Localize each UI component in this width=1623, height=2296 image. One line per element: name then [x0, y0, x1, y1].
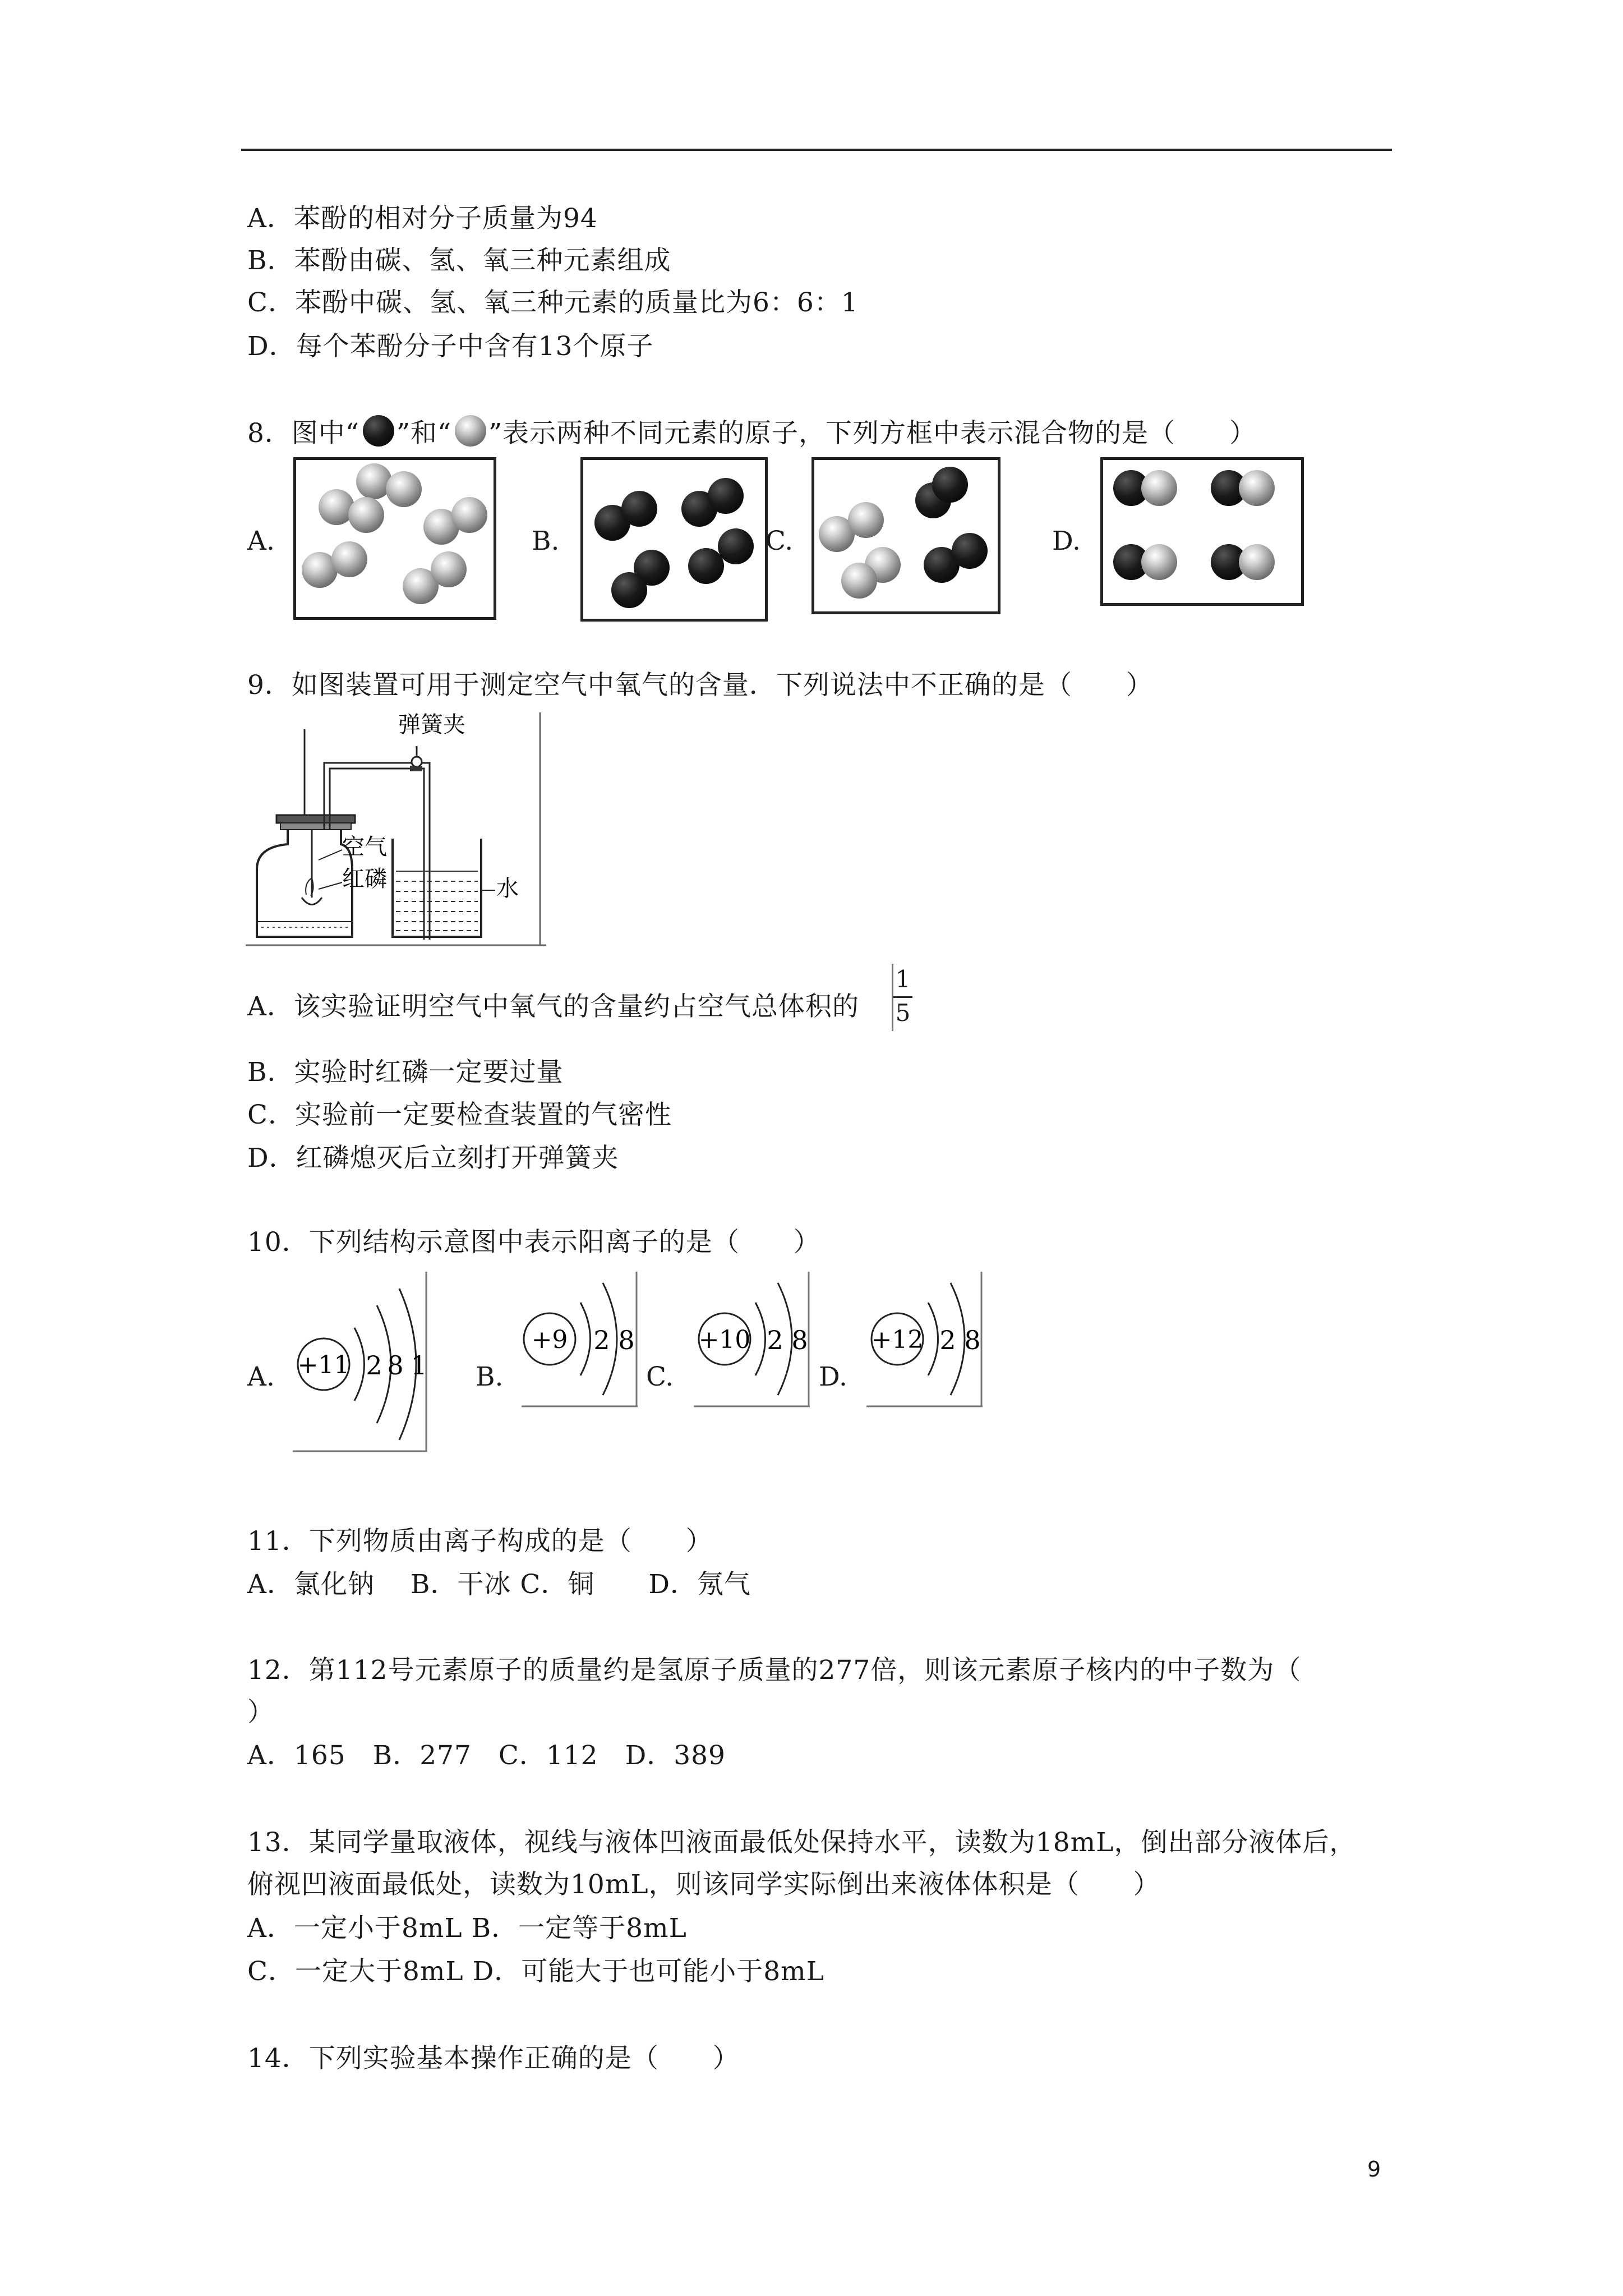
q9-apparatus-diagram — [246, 710, 546, 948]
q8-box-b — [580, 457, 768, 622]
q8-label-b: B. — [532, 526, 560, 556]
q10-atom-diagram-c — [691, 1269, 811, 1409]
q10-shell-c-1: 2 — [767, 1325, 783, 1355]
q10-shell-d-2: 8 — [964, 1325, 981, 1355]
clip-label: 弹簧夹 — [398, 712, 465, 738]
q13-options-cd: C．一定大于8mL D．可能大于也可能小于8mL — [247, 1956, 824, 1987]
q11-stem: 11．下列物质由离子构成的是（ ） — [247, 1526, 713, 1557]
q10-atom-diagram-a — [290, 1269, 430, 1454]
q11-options: A．氯化钠 B．干冰 C．铜 D．氖气 — [247, 1569, 751, 1600]
q9-option-d: D．红磷熄灭后立刻打开弹簧夹 — [247, 1143, 619, 1174]
q13-options-ab: A．一定小于8mL B．一定等于8mL — [247, 1913, 687, 1944]
q10-label-c: C. — [646, 1361, 674, 1392]
q10-shell-d-1: 2 — [939, 1325, 956, 1355]
one-fifth-fraction — [892, 964, 914, 1031]
q9-option-c: C．实验前一定要检查装置的气密性 — [247, 1099, 672, 1130]
q7-option-d: D．每个苯酚分子中含有13个原子 — [247, 331, 654, 362]
q12-stem-line2: ） — [247, 1697, 274, 1728]
black-atom-icon — [359, 415, 396, 450]
q7-option-c: C．苯酚中碳、氢、氧三种元素的质量比为6：6：1 — [247, 287, 859, 318]
gray-atom-icon — [451, 415, 488, 450]
q7-option-b: B．苯酚由碳、氢、氧三种元素组成 — [247, 245, 671, 276]
q10-shell-a-2: 8 — [387, 1350, 404, 1381]
q10-stem: 10．下列结构示意图中表示阳离子的是（ ） — [247, 1227, 820, 1258]
q10-nucleus-a: +11 — [297, 1351, 350, 1379]
q8-label-a: A. — [247, 526, 275, 556]
q13-stem-line1: 13．某同学量取液体，视线与液体凹液面最低处保持水平，读数为18mL，倒出部分液体后， — [247, 1827, 1357, 1858]
q12-options: A．165 B．277 C．112 D．389 — [247, 1740, 726, 1771]
q8-label-d: D. — [1052, 526, 1081, 556]
q10-shell-b-1: 2 — [593, 1325, 610, 1355]
fraction-denominator: 5 — [895, 999, 911, 1027]
q10-nucleus-d: +12 — [871, 1326, 924, 1354]
q13-stem-line2: 俯视凹液面最低处，读数为10mL，则该同学实际倒出来液体体积是（ ） — [247, 1869, 1160, 1900]
q10-label-b: B. — [476, 1361, 504, 1392]
q10-shell-a-3: 1 — [411, 1350, 427, 1381]
q12-stem-line1: 12．第112号元素原子的质量约是氢原子质量的277倍，则该元素原子核内的中子数为（ — [247, 1655, 1302, 1686]
q10-nucleus-c: +10 — [698, 1326, 751, 1354]
q9-option-a: A．该实验证明空气中氧气的含量约占空气总体积的 — [247, 991, 859, 1022]
phosphorus-label: 红磷 — [342, 866, 387, 892]
q8-stem-part3: ”表示两种不同元素的原子，下列方框中表示混合物的是（ ） — [488, 418, 1257, 449]
q8-box-d — [1100, 457, 1304, 606]
air-label: 空气 — [342, 834, 387, 860]
q10-atom-diagram-d — [864, 1269, 984, 1409]
q9-option-b: B．实验时红磷一定要过量 — [247, 1057, 564, 1088]
q10-shell-a-1: 2 — [366, 1350, 382, 1381]
q10-label-d: D. — [819, 1361, 847, 1392]
q10-nucleus-b: +9 — [531, 1326, 568, 1354]
q10-atom-diagram-b — [519, 1269, 639, 1409]
q10-shell-c-2: 8 — [791, 1325, 808, 1355]
fraction-numerator: 1 — [895, 965, 911, 993]
q10-shell-b-2: 8 — [618, 1325, 635, 1355]
q9-stem: 9．如图装置可用于测定空气中氧气的含量．下列说法中不正确的是（ ） — [247, 670, 1153, 701]
q10-label-a: A. — [247, 1361, 275, 1392]
q8-stem-part2: ”和“ — [396, 418, 451, 449]
q8-label-c: C. — [766, 526, 794, 556]
q14-stem: 14．下列实验基本操作正确的是（ ） — [247, 2043, 740, 2074]
q8-stem-part1: 8．图中“ — [247, 418, 359, 449]
q7-option-a: A．苯酚的相对分子质量为94 — [247, 203, 598, 234]
water-label: 水 — [496, 876, 519, 901]
q8-box-a — [293, 457, 496, 620]
q8-stem — [247, 415, 1256, 450]
q8-box-c — [811, 457, 1000, 614]
header-rule — [241, 149, 1392, 151]
page-number: 9 — [1367, 2157, 1381, 2182]
